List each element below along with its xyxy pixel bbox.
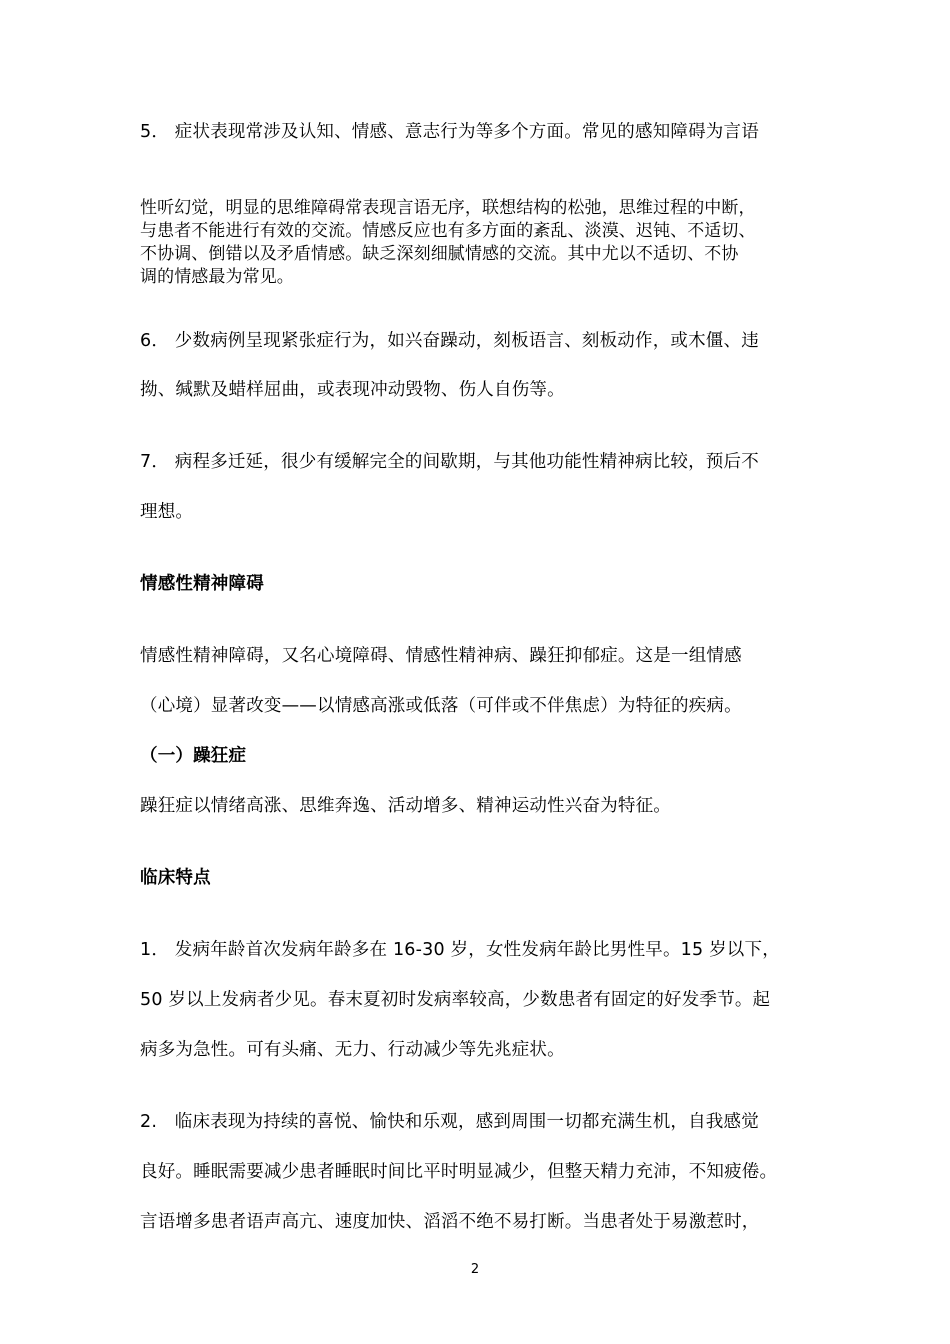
paragraph-5-block-line-4: 调的情感最为常见。: [140, 267, 294, 287]
clinical-item-2-line-3: 言语增多患者语声高亢、速度加快、滔滔不绝不易打断。当患者处于易激惹时，: [140, 1212, 760, 1232]
clinical-item-1-line-1: 1． 发病年龄首次发病年龄多在 16-30 岁，女性发病年龄比男性早。15 岁以下，: [140, 940, 780, 960]
paragraph-5-block: [140, 197, 830, 289]
clinical-item-2-line-2: 良好。睡眠需要减少患者睡眠时间比平时明显减少，但整天精力充沛，不知疲倦。: [140, 1162, 778, 1182]
paragraph-7-line-2: 理想。: [140, 502, 194, 522]
clinical-item-1-line-2: 50 岁以上发病者少见。春末夏初时发病率较高，少数患者有固定的好发季节。起: [140, 990, 771, 1010]
mania-paragraph-line: 躁狂症以情绪高涨、思维奔逸、活动增多、精神运动性兴奋为特征。: [140, 796, 671, 816]
heading-affective-disorder: 情感性精神障碍: [140, 574, 264, 594]
affective-paragraph-line-1: 情感性精神障碍，又名心境障碍、情感性精神病、躁狂抑郁症。这是一组情感: [140, 646, 742, 666]
paragraph-5-block-line-3: 不协调、倒错以及矛盾情感。缺乏深刻细腻情感的交流。其中尤以不适切、不协: [140, 244, 739, 264]
clinical-item-1-line-3: 病多为急性。可有头痛、无力、行动减少等先兆症状。: [140, 1040, 565, 1060]
paragraph-5-block-line-1: 性听幻觉，明显的思维障碍常表现言语无序，联想结构的松弛，思维过程的中断，: [140, 198, 756, 218]
clinical-item-2-line-1: 2. 临床表现为持续的喜悦、愉快和乐观，感到周围一切都充满生机，自我感觉: [140, 1112, 759, 1132]
paragraph-5-line-1: 5． 症状表现常涉及认知、情感、意志行为等多个方面。常见的感知障碍为言语: [140, 122, 759, 142]
paragraph-5-block-line-2: 与患者不能进行有效的交流。情感反应也有多方面的紊乱、淡漠、迟钝、不适切、: [140, 221, 756, 241]
paragraph-6-line-1: 6． 少数病例呈现紧张症行为，如兴奋躁动，刻板语言、刻板动作，或木僵、违: [140, 331, 759, 351]
affective-paragraph-line-2: （心境）显著改变——以情感高涨或低落（可伴或不伴焦虑）为特征的疾病。: [140, 696, 742, 716]
paragraph-6-line-2: 拗、缄默及蜡样屈曲，或表现冲动毁物、伤人自伤等。: [140, 380, 565, 400]
paragraph-7-line-1: 7． 病程多迁延，很少有缓解完全的间歇期，与其他功能性精神病比较，预后不: [140, 452, 759, 472]
heading-clinical-features: 临床特点: [140, 868, 211, 888]
page-number: 2: [470, 1262, 480, 1277]
heading-mania: （一）躁狂症: [140, 746, 247, 766]
